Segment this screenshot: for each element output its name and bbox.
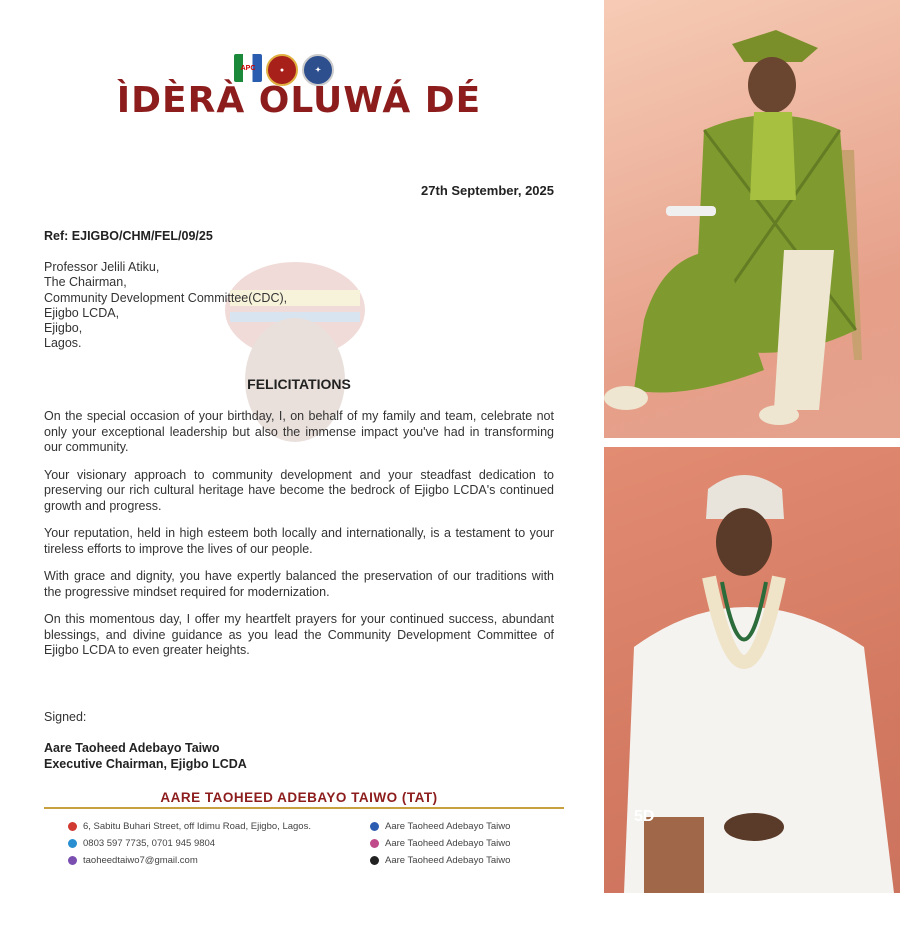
address-line: Ejigbo,: [44, 321, 83, 336]
contact-instagram[interactable]: Aare Taoheed Adebayo Taiwo: [370, 835, 510, 852]
signer-title: Executive Chairman, Ejigbo LCDA: [44, 757, 247, 771]
address-line: Ejigbo LCDA,: [44, 305, 120, 320]
body-paragraph: With grace and dignity, you have expertly balanced the preservation of our traditions with the progressive mindset required for modernization.: [44, 569, 554, 599]
footer-contacts-right: [370, 818, 510, 869]
signer-block: [44, 740, 247, 772]
party-seal-icon: ●: [266, 54, 298, 86]
photo-illustration: [604, 0, 900, 438]
body-paragraph: Your visionary approach to community development and your steadfast dedication to preserving our rich cultural heritage have become the bedrock of Ejigbo LCDA's continued growth and progress.: [44, 467, 554, 513]
photo-illustration: [604, 447, 900, 893]
photo-man-green-attire: [604, 0, 900, 438]
contact-phone[interactable]: 0803 597 7735, 0701 945 9804: [68, 835, 311, 852]
letter-date: 27th September, 2025: [421, 183, 554, 198]
contact-x[interactable]: Aare Taoheed Adebayo Taiwo: [370, 852, 510, 869]
letterhead-title: ÌDÈRÀ OLUWÁ DÉ: [116, 80, 482, 121]
signer-name: Aare Taoheed Adebayo Taiwo: [44, 741, 220, 755]
body-paragraph: Your reputation, held in high esteem both locally and internationally, is a testament to your tireless efforts to improve the lives of our people.: [44, 526, 554, 556]
letter-reference: Ref: EJIGBO/CHM/FEL/09/25: [44, 229, 213, 243]
lcda-crest-icon: ✦: [302, 54, 334, 86]
footer-name: AARE TAOHEED ADEBAYO TAIWO (TAT): [160, 790, 438, 805]
address-line: Professor Jelili Atiku,: [44, 260, 160, 274]
body-paragraph: On the special occasion of your birthday, I, on behalf of my family and team, celebrate not only your exceptional leadership but also the immense impact you've had in transforming our community.: [44, 409, 554, 454]
letter-subject: FELICITATIONS: [247, 376, 351, 392]
address-line: Community Development Committee(CDC),: [44, 290, 288, 305]
address-line: Lagos.: [44, 336, 82, 351]
body-paragraph: On this momentous day, I offer my heartfelt prayers for your continued success, abundant blessings, and divine guidance as you lead the Community Development Committee of Ejigbo LCDA to even greater heights.: [44, 612, 554, 657]
phone-icon: [68, 839, 77, 848]
footer-contacts-left: [68, 818, 311, 869]
instagram-icon: [370, 839, 379, 848]
photo-man-white-attire: [604, 447, 900, 893]
footer-divider: [44, 807, 564, 809]
recipient-address: [44, 260, 287, 352]
contact-facebook[interactable]: Aare Taoheed Adebayo Taiwo: [370, 818, 510, 835]
contact-address: 6, Sabitu Buhari Street, off Idimu Road, Ejigbo, Lagos.: [68, 818, 311, 835]
photo-mark: 5D: [634, 808, 655, 825]
location-pin-icon: [68, 822, 77, 831]
signed-label: Signed:: [44, 710, 87, 724]
email-icon: [68, 856, 77, 865]
apc-logo: APC: [234, 54, 262, 82]
contact-email[interactable]: taoheedtaiwo7@gmail.com: [68, 852, 311, 869]
letter-body: [44, 409, 554, 671]
facebook-icon: [370, 822, 379, 831]
address-line: The Chairman,: [44, 275, 127, 290]
x-icon: [370, 856, 379, 865]
